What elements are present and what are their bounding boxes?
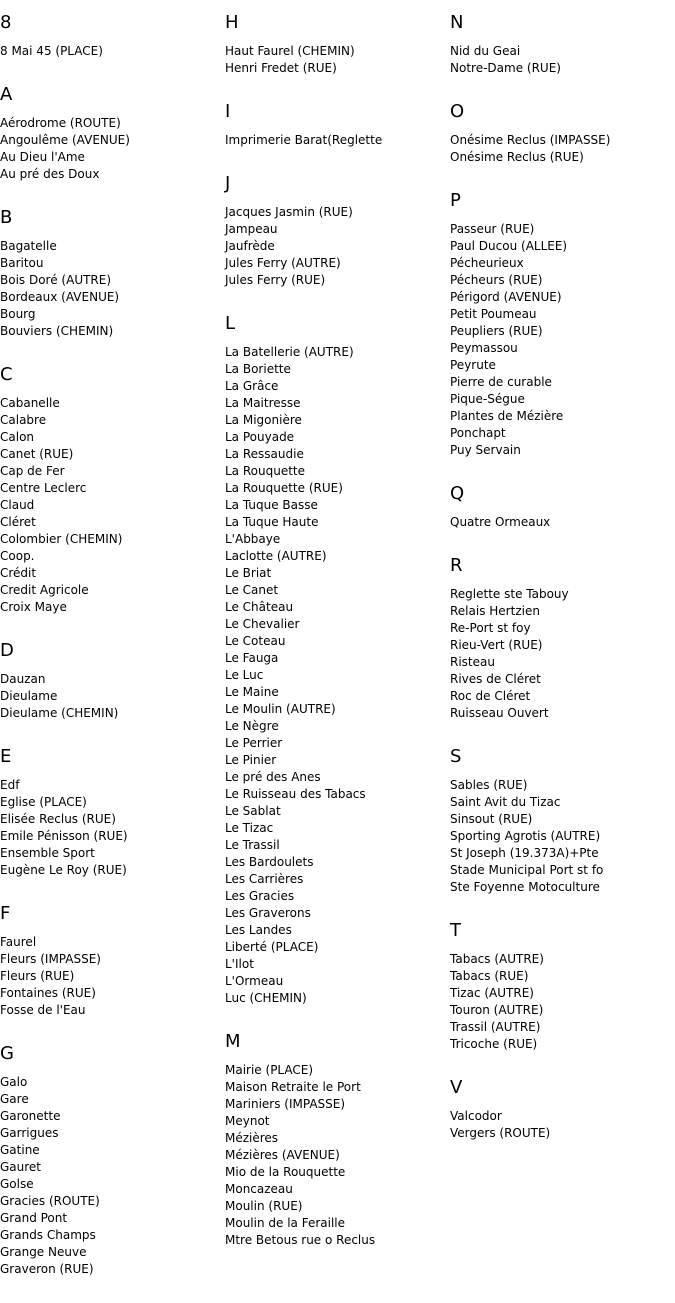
- street-link[interactable]: St Joseph (19.373A)+Pte: [450, 846, 599, 860]
- street-link[interactable]: Ruisseau Ouvert: [450, 706, 549, 720]
- street-link[interactable]: Grand Pont: [0, 1211, 68, 1225]
- street-link[interactable]: L'Abbaye: [225, 532, 281, 546]
- street-link[interactable]: Calabre: [0, 413, 47, 427]
- street-link[interactable]: La Rouquette: [225, 464, 305, 478]
- street-link[interactable]: Maison Retraite le Port: [225, 1080, 361, 1094]
- letter-group: [0, 1044, 220, 1278]
- street-link[interactable]: Le Chevalier: [225, 617, 300, 631]
- letter-heading: Q: [450, 483, 465, 504]
- street-link[interactable]: Touron (AUTRE): [450, 1003, 544, 1017]
- letter-group: [225, 102, 445, 149]
- street-link[interactable]: Centre Leclerc: [0, 481, 87, 495]
- street-link[interactable]: Gracies (ROUTE): [0, 1194, 100, 1208]
- street-link[interactable]: Gatine: [0, 1143, 40, 1157]
- street-link[interactable]: Cléret: [0, 515, 36, 529]
- street-link[interactable]: Bois Doré (AUTRE): [0, 273, 112, 287]
- letter-heading: N: [450, 12, 464, 33]
- street-link[interactable]: Dieulame: [0, 689, 58, 703]
- street-link[interactable]: Jacques Jasmin (RUE): [225, 205, 353, 219]
- street-link[interactable]: Le Ruisseau des Tabacs: [225, 787, 366, 801]
- street-link[interactable]: Grange Neuve: [0, 1245, 87, 1259]
- street-link[interactable]: Moncazeau: [225, 1182, 293, 1196]
- street-link[interactable]: Trassil (AUTRE): [450, 1020, 541, 1034]
- street-link[interactable]: Fontaines (RUE): [0, 986, 96, 1000]
- street-link[interactable]: Mairie (PLACE): [225, 1063, 314, 1077]
- street-link[interactable]: Les Graverons: [225, 906, 311, 920]
- street-link[interactable]: Cabanelle: [0, 396, 60, 410]
- street-link[interactable]: Jaufrède: [225, 239, 275, 253]
- street-link[interactable]: Le Nègre: [225, 719, 279, 733]
- letter-group: [450, 556, 670, 722]
- street-link[interactable]: Pécheurieux: [450, 256, 524, 270]
- street-link[interactable]: Laclotte (AUTRE): [225, 549, 327, 563]
- street-link[interactable]: Le Tizac: [225, 821, 274, 835]
- street-link[interactable]: Les Carrières: [225, 872, 304, 886]
- street-link[interactable]: Peupliers (RUE): [450, 324, 543, 338]
- street-link[interactable]: Vergers (ROUTE): [450, 1126, 551, 1140]
- street-link[interactable]: Petit Poumeau: [450, 307, 537, 321]
- street-link[interactable]: Pique-Ségue: [450, 392, 525, 406]
- street-link[interactable]: Moulin (RUE): [225, 1199, 303, 1213]
- letter-heading: J: [225, 173, 231, 194]
- letter-group: [225, 13, 445, 77]
- street-link[interactable]: La Tuque Basse: [225, 498, 318, 512]
- street-link[interactable]: La Boriette: [225, 362, 291, 376]
- street-link[interactable]: Baritou: [0, 256, 44, 270]
- letter-heading: 8: [0, 12, 12, 33]
- letter-heading: C: [0, 364, 13, 385]
- street-link[interactable]: Passeur (RUE): [450, 222, 535, 236]
- street-link[interactable]: Jampeau: [225, 222, 278, 236]
- letter-group: [450, 13, 670, 77]
- street-link[interactable]: Meynot: [225, 1114, 270, 1128]
- street-link[interactable]: Graveron (RUE): [0, 1262, 94, 1276]
- letter-group: [450, 747, 670, 896]
- street-link[interactable]: Moulin de la Feraille: [225, 1216, 346, 1230]
- street-link[interactable]: Valcodor: [450, 1109, 502, 1123]
- street-link[interactable]: Puy Servain: [450, 443, 521, 457]
- street-link[interactable]: Mézières: [225, 1131, 279, 1145]
- letter-heading: M: [225, 1031, 241, 1052]
- street-link[interactable]: Les Landes: [225, 923, 292, 937]
- street-link[interactable]: Mtre Betous rue o Reclus: [225, 1233, 376, 1247]
- street-link[interactable]: La Rouquette (RUE): [225, 481, 343, 495]
- letter-heading: F: [0, 903, 11, 924]
- street-link[interactable]: La Maitresse: [225, 396, 301, 410]
- street-link[interactable]: Crédit: [0, 566, 37, 580]
- street-link[interactable]: Ensemble Sport: [0, 846, 95, 860]
- letter-group: [225, 1032, 445, 1249]
- letter-group: [0, 85, 220, 183]
- letter-group: [0, 904, 220, 1019]
- street-link[interactable]: Claud: [0, 498, 35, 512]
- street-link[interactable]: Au pré des Doux: [0, 167, 100, 181]
- letter-heading: O: [450, 101, 465, 122]
- street-link[interactable]: Rives de Cléret: [450, 672, 541, 686]
- letter-heading: I: [225, 101, 231, 122]
- street-link[interactable]: Le Moulin (AUTRE): [225, 702, 336, 716]
- street-link[interactable]: Fleurs (IMPASSE): [0, 952, 101, 966]
- index-column-1: [0, 13, 220, 1303]
- street-link[interactable]: La Tuque Haute: [225, 515, 319, 529]
- street-link[interactable]: Onésime Reclus (RUE): [450, 150, 584, 164]
- street-link[interactable]: Emile Pénisson (RUE): [0, 829, 128, 843]
- street-link[interactable]: Notre-Dame (RUE): [450, 61, 561, 75]
- street-link[interactable]: Les Gracies: [225, 889, 295, 903]
- letter-heading: L: [225, 313, 236, 334]
- street-link[interactable]: Au Dieu l'Ame: [0, 150, 85, 164]
- street-link[interactable]: Sporting Agrotis (AUTRE): [450, 829, 601, 843]
- index-column-3: [450, 13, 670, 1167]
- street-link[interactable]: La Pouyade: [225, 430, 295, 444]
- street-link[interactable]: Ponchapt: [450, 426, 506, 440]
- street-link[interactable]: Jules Ferry (AUTRE): [225, 256, 341, 270]
- index-column-2: [225, 13, 445, 1274]
- street-link[interactable]: Quatre Ormeaux: [450, 515, 551, 529]
- street-link[interactable]: Onésime Reclus (IMPASSE): [450, 133, 611, 147]
- street-link[interactable]: Garrigues: [0, 1126, 59, 1140]
- street-link[interactable]: Les Bardoulets: [225, 855, 314, 869]
- street-link[interactable]: Dieulame (CHEMIN): [0, 706, 119, 720]
- street-link[interactable]: Croix Maye: [0, 600, 67, 614]
- letter-heading: R: [450, 555, 463, 576]
- street-link[interactable]: Re-Port st foy: [450, 621, 531, 635]
- letter-heading: P: [450, 190, 461, 211]
- street-link[interactable]: Aérodrome (ROUTE): [0, 116, 121, 130]
- letter-group: [0, 208, 220, 340]
- street-link[interactable]: Sinsout (RUE): [450, 812, 533, 826]
- street-link[interactable]: Cap de Fer: [0, 464, 65, 478]
- street-link[interactable]: Bordeaux (AVENUE): [0, 290, 120, 304]
- street-link[interactable]: L'Ilot: [225, 957, 254, 971]
- letter-heading: H: [225, 12, 239, 33]
- letter-group: [450, 102, 670, 166]
- letter-group: [450, 484, 670, 531]
- street-link[interactable]: Nid du Geai: [450, 44, 521, 58]
- street-link[interactable]: Tabacs (AUTRE): [450, 952, 544, 966]
- letter-heading: A: [0, 84, 13, 105]
- street-link[interactable]: Fleurs (RUE): [0, 969, 75, 983]
- street-link[interactable]: Risteau: [450, 655, 495, 669]
- letter-group: [450, 1078, 670, 1142]
- letter-group: [0, 13, 220, 60]
- letter-group: [450, 191, 670, 459]
- street-link[interactable]: Tabacs (RUE): [450, 969, 529, 983]
- street-link[interactable]: La Ressaudie: [225, 447, 304, 461]
- letter-group: [0, 641, 220, 722]
- street-link[interactable]: Gare: [0, 1092, 29, 1106]
- street-link[interactable]: Reglette ste Tabouy: [450, 587, 569, 601]
- street-link[interactable]: Le Pinier: [225, 753, 277, 767]
- street-link[interactable]: Le Briat: [225, 566, 272, 580]
- letter-group: [450, 921, 670, 1053]
- letter-group: [225, 314, 445, 1007]
- letter-heading: V: [450, 1077, 463, 1098]
- street-link[interactable]: Pécheurs (RUE): [450, 273, 543, 287]
- letter-heading: D: [0, 640, 14, 661]
- street-link[interactable]: Galo: [0, 1075, 28, 1089]
- letter-group: [0, 747, 220, 879]
- street-link[interactable]: Canet (RUE): [0, 447, 74, 461]
- street-link[interactable]: Le Luc: [225, 668, 264, 682]
- street-link[interactable]: Mariniers (IMPASSE): [225, 1097, 346, 1111]
- letter-heading: G: [0, 1043, 14, 1064]
- street-link[interactable]: Edf: [0, 778, 20, 792]
- street-link[interactable]: Le Fauga: [225, 651, 279, 665]
- street-link[interactable]: Peymassou: [450, 341, 518, 355]
- street-link[interactable]: Gauret: [0, 1160, 42, 1174]
- street-link[interactable]: Credit Agricole: [0, 583, 89, 597]
- street-link[interactable]: Garonette: [0, 1109, 61, 1123]
- street-link[interactable]: Tizac (AUTRE): [450, 986, 534, 1000]
- street-link[interactable]: Elisée Reclus (RUE): [0, 812, 116, 826]
- letter-heading: S: [450, 746, 462, 767]
- street-link[interactable]: Saint Avit du Tizac: [450, 795, 561, 809]
- street-link[interactable]: Le Perrier: [225, 736, 283, 750]
- street-link[interactable]: Périgord (AVENUE): [450, 290, 562, 304]
- street-link[interactable]: Angoulême (AVENUE): [0, 133, 130, 147]
- street-link[interactable]: Eugène Le Roy (RUE): [0, 863, 127, 877]
- street-link[interactable]: Henri Fredet (RUE): [225, 61, 337, 75]
- street-link[interactable]: Le Coteau: [225, 634, 286, 648]
- street-link[interactable]: Colombier (CHEMIN): [0, 532, 123, 546]
- street-link[interactable]: Le Trassil: [225, 838, 280, 852]
- street-link[interactable]: Grands Champs: [0, 1228, 96, 1242]
- street-link[interactable]: 8 Mai 45 (PLACE): [0, 44, 103, 58]
- street-link[interactable]: Coop.: [0, 549, 35, 563]
- street-link[interactable]: Eglise (PLACE): [0, 795, 87, 809]
- street-link[interactable]: La Grâce: [225, 379, 279, 393]
- street-link[interactable]: Mézières (AVENUE): [225, 1148, 340, 1162]
- street-link[interactable]: Fosse de l'Eau: [0, 1003, 86, 1017]
- street-link[interactable]: Le Canet: [225, 583, 279, 597]
- street-link[interactable]: Golse: [0, 1177, 34, 1191]
- street-link[interactable]: Tricoche (RUE): [450, 1037, 538, 1051]
- street-link[interactable]: Paul Ducou (ALLEE): [450, 239, 568, 253]
- street-link[interactable]: Dauzan: [0, 672, 46, 686]
- street-link[interactable]: Mio de la Rouquette: [225, 1165, 346, 1179]
- street-link[interactable]: Imprimerie Barat(Reglette: [225, 133, 383, 147]
- letter-group: [225, 174, 445, 289]
- street-link[interactable]: Pierre de curable: [450, 375, 552, 389]
- street-link[interactable]: Haut Faurel (CHEMIN): [225, 44, 355, 58]
- street-link[interactable]: Rieu-Vert (RUE): [450, 638, 543, 652]
- street-link[interactable]: Plantes de Mézière: [450, 409, 564, 423]
- street-link[interactable]: Sables (RUE): [450, 778, 528, 792]
- street-link[interactable]: Roc de Cléret: [450, 689, 531, 703]
- street-link[interactable]: Calon: [0, 430, 35, 444]
- street-link[interactable]: Le Château: [225, 600, 294, 614]
- street-link[interactable]: Bouviers (CHEMIN): [0, 324, 114, 338]
- street-link[interactable]: L'Ormeau: [225, 974, 284, 988]
- street-link[interactable]: Faurel: [0, 935, 37, 949]
- street-link[interactable]: Ste Foyenne Motoculture: [450, 880, 600, 894]
- letter-group: [0, 365, 220, 616]
- street-link[interactable]: Luc (CHEMIN): [225, 991, 307, 1005]
- street-link[interactable]: Bagatelle: [0, 239, 57, 253]
- street-link[interactable]: Jules Ferry (RUE): [225, 273, 326, 287]
- street-link[interactable]: Relais Hertzien: [450, 604, 540, 618]
- street-link[interactable]: Le Sablat: [225, 804, 281, 818]
- street-link[interactable]: La Batellerie (AUTRE): [225, 345, 354, 359]
- street-link[interactable]: La Migonière: [225, 413, 302, 427]
- street-link[interactable]: Liberté (PLACE): [225, 940, 319, 954]
- street-link[interactable]: Peyrute: [450, 358, 496, 372]
- street-link[interactable]: Le Maine: [225, 685, 279, 699]
- street-link[interactable]: Stade Municipal Port st fo: [450, 863, 604, 877]
- letter-heading: T: [450, 920, 461, 941]
- letter-heading: E: [0, 746, 12, 767]
- letter-heading: B: [0, 207, 13, 228]
- street-link[interactable]: Le pré des Anes: [225, 770, 321, 784]
- street-link[interactable]: Bourg: [0, 307, 36, 321]
